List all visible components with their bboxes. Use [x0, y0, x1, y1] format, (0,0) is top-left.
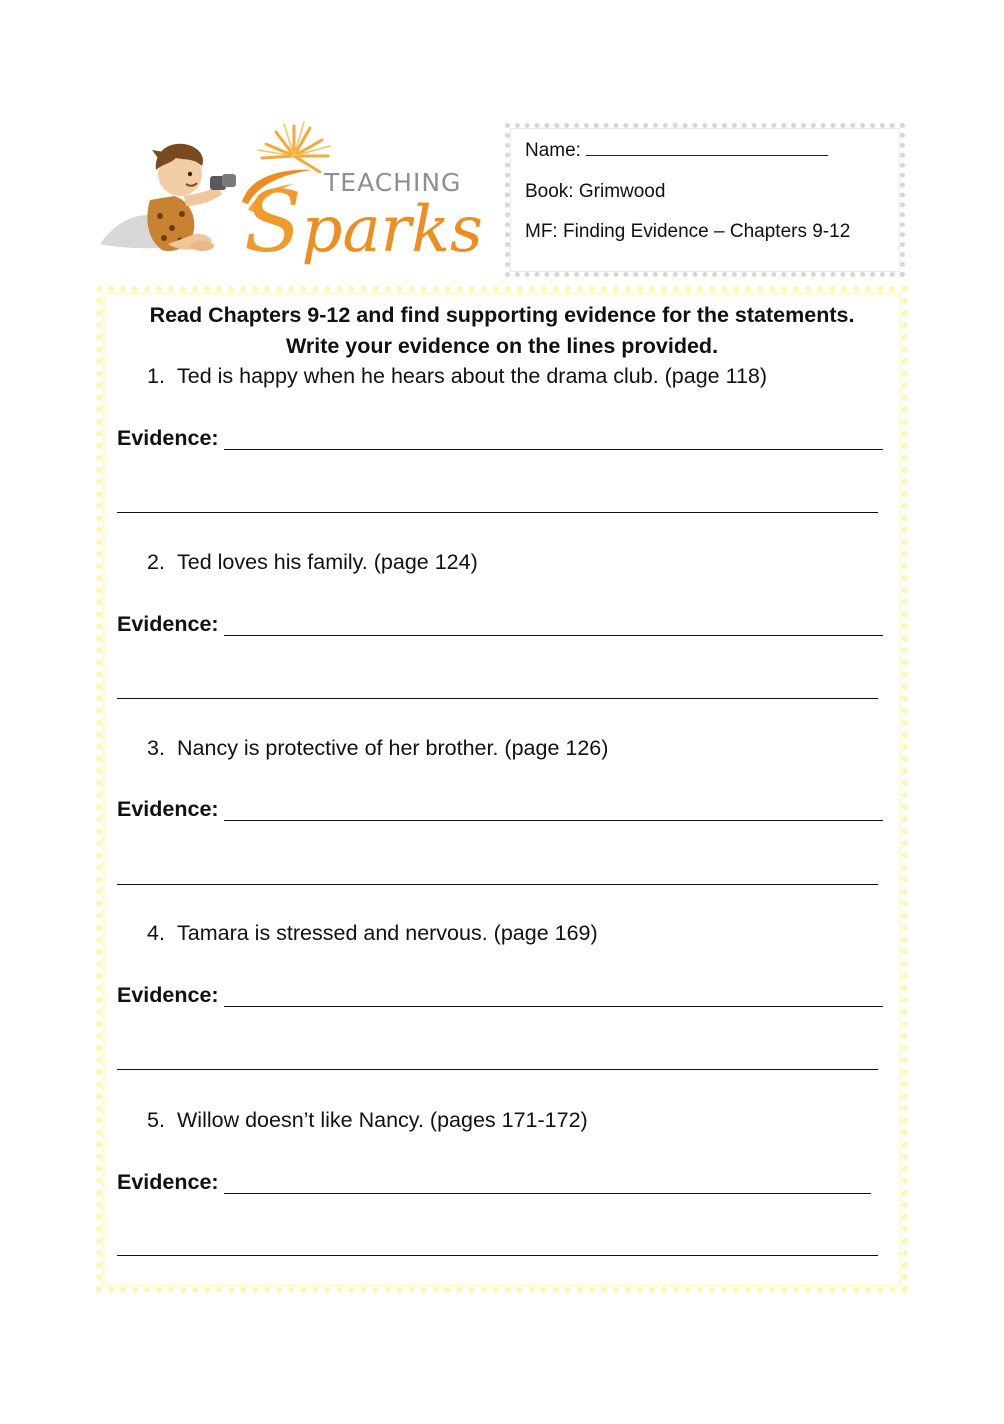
- book-title: Book: Grimwood: [525, 181, 666, 202]
- evidence-answer-line-2[interactable]: [117, 1069, 878, 1070]
- statement-2: [147, 550, 478, 575]
- evidence-row-5: [117, 1170, 871, 1200]
- statement-number: 2.: [147, 550, 165, 574]
- evidence-answer-line[interactable]: [224, 635, 883, 636]
- evidence-label: Evidence:: [117, 1170, 219, 1194]
- evidence-answer-line-2[interactable]: [117, 1255, 878, 1256]
- statement-5: [147, 1108, 588, 1133]
- evidence-answer-line[interactable]: [224, 1193, 871, 1194]
- instructions-line-1: Read Chapters 9-12 and find supporting evidence for the statements.: [149, 303, 855, 327]
- statement-number: 3.: [147, 736, 165, 760]
- evidence-label: Evidence:: [117, 797, 219, 821]
- evidence-answer-line[interactable]: [224, 1006, 883, 1007]
- statement-text: Willow doesn’t like Nancy. (pages 171-172): [177, 1108, 588, 1132]
- name-label: Name:: [525, 140, 581, 161]
- evidence-answer-line[interactable]: [224, 449, 883, 450]
- student-info-box: [505, 123, 905, 277]
- evidence-answer-line-2[interactable]: [117, 884, 878, 885]
- name-blank-line[interactable]: [586, 141, 828, 156]
- statement-1: [147, 364, 767, 389]
- statement-text: Ted loves his family. (page 124): [177, 550, 478, 574]
- evidence-label: Evidence:: [117, 426, 219, 450]
- statement-3: [147, 736, 608, 761]
- statement-number: 5.: [147, 1108, 165, 1132]
- logo-wordmark-teaching: TEACHING: [324, 168, 462, 197]
- evidence-label: Evidence:: [117, 612, 219, 636]
- teaching-sparks-logo: [98, 118, 483, 271]
- statement-number: 1.: [147, 364, 165, 388]
- statement-text: Ted is happy when he hears about the drama club. (page 118): [177, 364, 768, 388]
- statement-number: 4.: [147, 921, 165, 945]
- evidence-label: Evidence:: [117, 983, 219, 1007]
- evidence-answer-line-2[interactable]: [117, 698, 878, 699]
- statement-text: Tamara is stressed and nervous. (page 169): [177, 921, 598, 945]
- statement-4: [147, 921, 598, 946]
- evidence-row-4: [117, 983, 883, 1013]
- evidence-answer-line[interactable]: [224, 820, 883, 821]
- name-field: [525, 140, 828, 162]
- logo-wordmark-sparks: Sparks: [244, 173, 483, 271]
- evidence-row-3: [117, 797, 883, 827]
- instructions-line-2: Write your evidence on the lines provided.: [285, 334, 719, 358]
- evidence-row-2: [117, 612, 883, 642]
- statement-text: Nancy is protective of her brother. (page 126): [177, 736, 609, 760]
- evidence-row-1: [117, 426, 883, 456]
- worksheet-title: MF: Finding Evidence – Chapters 9-12: [525, 221, 851, 242]
- instructions: [96, 300, 908, 362]
- evidence-answer-line-2[interactable]: [117, 512, 878, 513]
